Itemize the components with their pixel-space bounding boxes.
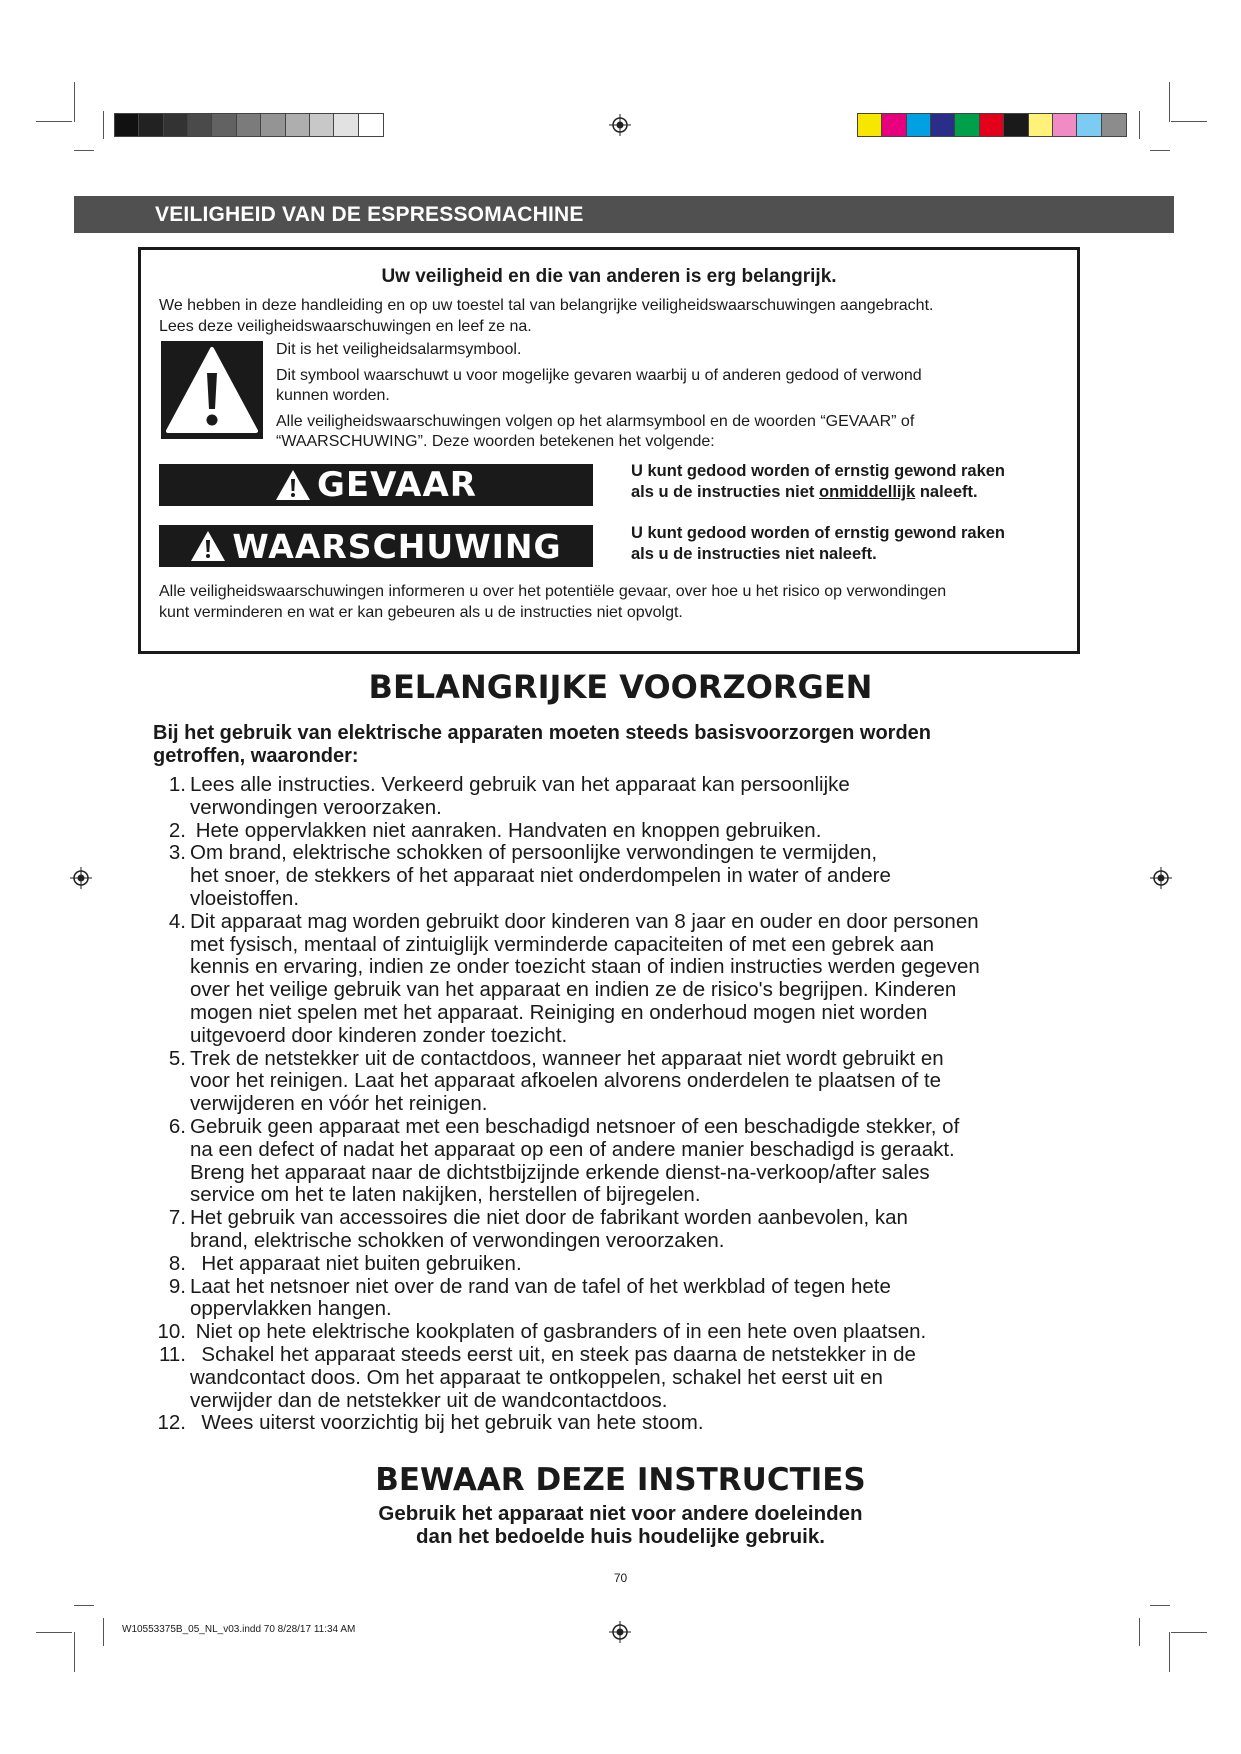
crosshair-target-icon [609,1621,631,1643]
crop-mark [36,1632,72,1633]
warning-triangle-icon [190,530,226,562]
precaution-line: verwijder dan de netstekker uit de wandcontactdoos. [190,1388,668,1412]
precaution-line: Lees alle instructies. Verkeerd gebruik van het apparaat kan persoonlijke [190,773,850,796]
precaution-number: 10. [157,1320,186,1344]
precautions-list [156,774,1076,1435]
crop-mark [103,111,104,139]
crop-mark [1169,1632,1170,1672]
precaution-item [156,1116,1076,1207]
precaution-line: wandcontact doos. Om het apparaat te ontkoppelen, schakel het eerst uit en [190,1365,883,1389]
symbol-desc-line: Dit symbool waarschuwt u voor mogelijke gevaren waarbij u of anderen gedood of verwond [276,367,922,384]
danger-desc-text: als u de instructies niet [631,483,819,501]
precaution-item [156,1048,1076,1116]
precaution-line: Breng het apparaat naar de dichtstbijzijnde erkende dienst-na-verkoop/after sales [190,1160,930,1184]
precaution-item [156,774,1076,820]
warning-label: WAARSCHUWING [232,526,562,566]
danger-description [631,461,1005,503]
color-swatch [882,114,906,136]
danger-label: GEVAAR [317,465,477,505]
gray-swatch [164,114,188,136]
crop-mark [74,82,75,122]
crop-mark [1139,1618,1140,1646]
color-swatch [1053,114,1077,136]
gray-swatch [139,114,163,136]
safety-box-title: Uw veiligheid en die van anderen is erg belangrijk. [381,266,837,287]
precaution-line: Gebruik geen apparaat met een beschadigd netsnoer of een beschadigde stekker, of [190,1114,960,1138]
precaution-line: Hete oppervlakken niet aanraken. Handvaten en knoppen gebruiken. [190,818,822,842]
precaution-item [156,1412,1076,1435]
precaution-line: Om brand, elektrische schokken of persoonlijke verwondingen te vermijden, [190,841,878,865]
section-header [74,196,1174,233]
gray-swatch [334,114,358,136]
color-swatch [907,114,931,136]
save-subtitle-line: Gebruik het apparaat niet voor andere doeleinden [378,1502,863,1525]
precaution-line: Schakel het apparaat steeds eerst uit, en steek pas daarna de netstekker in de [190,1342,916,1366]
precaution-number: 1. [168,773,186,796]
color-swatch [980,114,1004,136]
precaution-line: Dit apparaat mag worden gebruikt door kinderen van 8 jaar en ouder en door personen [190,909,979,933]
gray-swatch [359,114,383,136]
precaution-line: Niet op hete elektrische kookplaten of gasbranders of in een hete oven plaatsen. [190,1320,927,1344]
danger-desc-emphasis: onmiddellijk [818,483,916,501]
save-instructions-heading: BEWAAR DEZE INSTRUCTIES [375,1462,866,1498]
warning-desc-line: als u de instructies niet naleeft. [631,545,877,563]
crosshair-target-icon [1150,867,1172,889]
precaution-line: kennis en ervaring, indien ze onder toezicht staan of indien instructies werden gegeven [190,955,980,979]
danger-signal-panel [159,464,593,506]
precaution-line: na een defect of nadat het apparaat op een of andere manier beschadigd is geraakt. [190,1137,955,1161]
precaution-line: Trek de netstekker uit de contactdoos, wanneer het apparaat niet wordt gebruikt en [190,1046,944,1070]
crop-mark [36,121,72,122]
precaution-line: verwijderen en vóór het reinigen. [190,1092,488,1116]
precaution-number: 3. [168,841,186,865]
precaution-number: 4. [168,909,186,933]
precaution-number: 5. [168,1046,186,1070]
follow-line: Alle veiligheidswaarschuwingen volgen op het alarmsymbool en de woorden “GEVAAR” of [276,413,915,430]
precaution-line: over het veilige gebruik van het apparaat en indien ze de risico's begrijpen. Kinderen [190,978,957,1002]
precaution-number: 12. [157,1411,186,1435]
precaution-line: brand, elektrische schokken of verwondingen veroorzaken. [190,1228,725,1252]
safety-notice-box [138,247,1080,654]
crop-mark [74,1632,75,1672]
follow-line: “WAARSCHUWING”. Deze woorden betekenen het volgende: [276,433,715,450]
danger-desc-text: naleeft. [915,483,978,501]
precautions-heading: BELANGRIJKE VOORZORGEN [368,668,873,706]
symbol-desc-line: kunnen worden. [276,387,390,404]
danger-desc-line [631,482,1005,503]
precaution-item [156,1344,1076,1412]
crop-mark [1171,121,1207,122]
crop-mark [1150,150,1170,151]
precaution-line: Wees uiterst voorzichtig bij het gebruik van hete stoom. [190,1411,704,1435]
closing-line: kunt verminderen en wat er kan gebeuren als u de instructies niet opvolgt. [159,604,683,621]
gray-swatch [237,114,261,136]
crop-mark [74,1605,94,1606]
precaution-line: Het gebruik van accessoires die niet door de fabrikant worden aanbevolen, kan [190,1206,908,1230]
precaution-line: uitgevoerd door kinderen zonder toezicht. [190,1023,568,1047]
precaution-number: 11. [159,1342,186,1366]
precaution-line: vloeistoffen. [190,886,300,910]
precaution-item [156,820,1076,843]
precaution-line: verwondingen veroorzaken. [190,795,442,819]
precaution-line: Het apparaat niet buiten gebruiken. [190,1251,522,1275]
precaution-line: Laat het netsnoer niet over de rand van de tafel of het werkblad of tegen hete [190,1274,891,1298]
precaution-line: met fysisch, mentaal of zintuiglijk verminderde capaciteiten of met een gebrek aan [190,932,935,956]
symbol-line: Dit is het veiligheidsalarmsymbool. [276,341,522,358]
precaution-line: het snoer, de stekkers of het apparaat niet onderdompelen in water of andere [190,864,891,888]
color-swatch [1004,114,1028,136]
warning-desc-line: U kunt gedood worden of ernstig gewond raken [631,524,1006,542]
process-color-bar [857,113,1127,137]
crop-mark [103,1618,104,1646]
gray-swatch [310,114,334,136]
crop-mark [1171,1632,1207,1633]
color-swatch [1102,114,1126,136]
exclamation-triangle-icon [161,341,263,439]
warning-description [631,523,1005,565]
warning-signal-panel [159,525,593,567]
gray-color-bar [114,113,384,137]
color-swatch [931,114,955,136]
gray-swatch [286,114,310,136]
danger-desc-line: U kunt gedood worden of ernstig gewond raken [631,462,1006,480]
crop-mark [1150,1605,1170,1606]
closing-line: Alle veiligheidswaarschuwingen informeren u over het potentiële gevaar, over hoe u het risico op verwondingen [159,583,947,600]
section-header-title: VEILIGHEID VAN DE ESPRESSOMACHINE [155,203,584,226]
precaution-number: 9. [168,1274,186,1298]
precaution-item [156,842,1076,910]
precaution-item [156,1321,1076,1344]
crop-mark [74,150,94,151]
color-swatch [1077,114,1101,136]
crosshair-target-icon [609,114,631,136]
crop-mark [1169,82,1170,122]
precautions-intro-line: Bij het gebruik van elektrische apparaten moeten steeds basisvoorzorgen worden [153,722,932,744]
precautions-intro-line: getroffen, waaronder: [153,745,359,767]
crosshair-target-icon [70,867,92,889]
precaution-line: oppervlakken hangen. [190,1297,392,1321]
warning-triangle-icon [275,469,311,501]
precaution-line: voor het reinigen. Laat het apparaat afkoelen alvorens onderdelen te plaatsen of te [190,1069,942,1093]
precaution-line: mogen niet spelen met het apparaat. Reiniging en onderhoud mogen niet worden [190,1000,928,1024]
precautions-intro [153,722,1053,768]
precaution-item [156,1253,1076,1276]
gray-swatch [261,114,285,136]
print-slug: W10553375B_05_NL_v03.indd 70 8/28/17 11:34 AM [122,1624,356,1635]
precaution-number: 8. [168,1251,186,1275]
precaution-item [156,1276,1076,1322]
color-swatch [1029,114,1053,136]
save-subtitle-line: dan het bedoelde huis houdelijke gebruik. [416,1525,825,1548]
page-number: 70 [613,1571,628,1585]
gray-swatch [212,114,236,136]
precaution-number: 7. [168,1206,186,1230]
gray-swatch [115,114,139,136]
precaution-line: service om het te laten nakijken, herstellen of bijregelen. [190,1183,701,1207]
color-swatch [858,114,882,136]
gray-swatch [188,114,212,136]
precaution-number: 2. [168,818,186,842]
precaution-number: 6. [168,1114,186,1138]
crop-mark [1139,111,1140,139]
color-swatch [955,114,979,136]
safety-intro-line: Lees deze veiligheidswaarschuwingen en leef ze na. [159,318,532,335]
precaution-item [156,911,1076,1048]
safety-intro-line: We hebben in deze handleiding en op uw toestel tal van belangrijke veiligheidswaarschuwingen aangebracht. [159,297,934,314]
precaution-item [156,1207,1076,1253]
